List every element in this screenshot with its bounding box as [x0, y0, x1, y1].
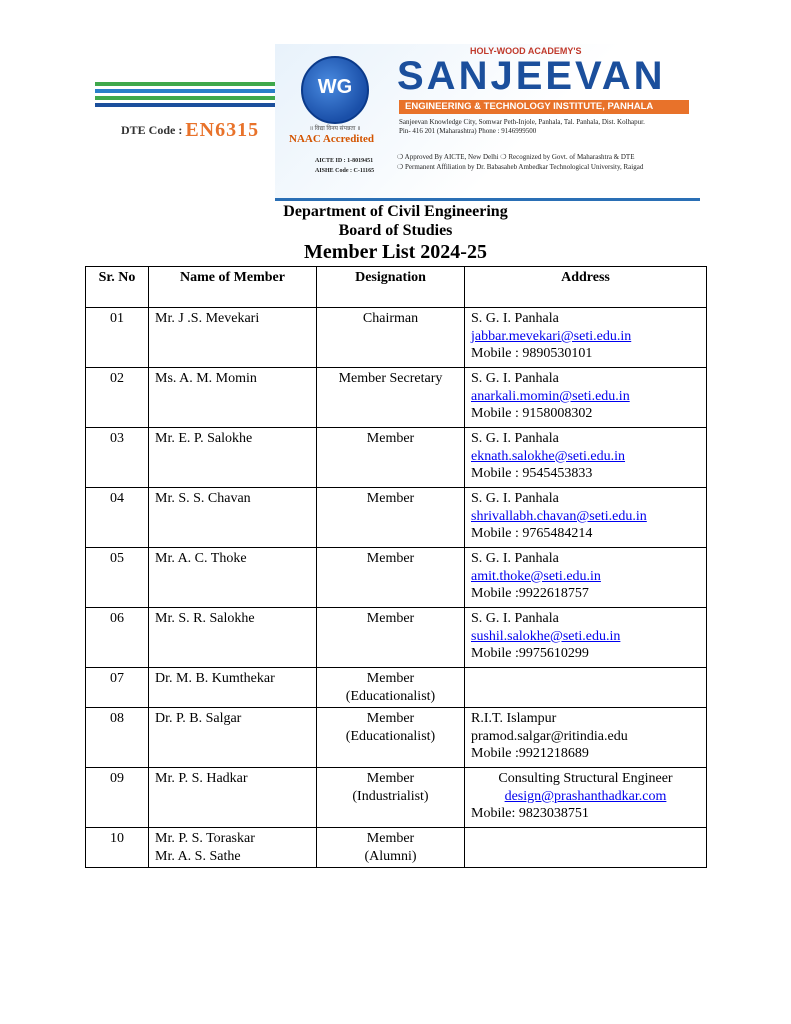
table-row [86, 708, 707, 768]
address-line: S. G. I. Panhala [471, 611, 559, 626]
member-name: Mr. P. S. Toraskar [155, 831, 255, 846]
designation-cell [317, 668, 465, 708]
designation-category: (Educationalist) [345, 728, 436, 744]
table-row [86, 308, 707, 368]
sr-no: 03 [86, 428, 149, 488]
institute-logo [301, 56, 369, 124]
designation-cell [317, 828, 465, 868]
member-name: Ms. A. M. Momin [149, 368, 317, 428]
member-name: Mr. A. C. Thoke [149, 548, 317, 608]
address-cell [465, 768, 707, 828]
table-row [86, 668, 707, 708]
institute-name: ENGINEERING & TECHNOLOGY INSTITUTE, PANHALA [399, 100, 689, 114]
member-name-2: Mr. A. S. Sathe [155, 848, 241, 864]
designation-cell [317, 708, 465, 768]
designation: Member [366, 711, 415, 726]
designation-category: (Industrialist) [352, 788, 429, 804]
address-line: S. G. I. Panhala [471, 371, 559, 386]
academy-name: HOLY-WOOD ACADEMY'S [470, 46, 582, 56]
institute-address [399, 118, 694, 136]
designation: Chairman [317, 308, 465, 368]
address-cell [465, 488, 707, 548]
sr-no: 07 [86, 668, 149, 708]
brand-name: SANJEEVAN [397, 54, 666, 98]
email-link[interactable]: amit.thoke@seti.edu.in [471, 568, 601, 584]
address-cell [465, 608, 707, 668]
naac-accredited: NAAC Accredited [289, 133, 375, 145]
approval-line-2: ❍ Permanent Affiliation by Dr. Babasaheb Ambedkar Technological University, Raigad [397, 163, 644, 171]
address-cell [465, 708, 707, 768]
stripe-blue [95, 89, 275, 93]
stripe-green-2 [95, 96, 275, 100]
sr-no: 02 [86, 368, 149, 428]
mobile: Mobile: 9823038751 [471, 806, 589, 821]
sr-no: 06 [86, 608, 149, 668]
stripe-navy [95, 103, 275, 107]
sr-no: 01 [86, 308, 149, 368]
email-link[interactable]: design@prashanthadkar.com [504, 788, 667, 804]
mobile: Mobile :9922618757 [471, 586, 589, 601]
member-name: Dr. P. B. Salgar [149, 708, 317, 768]
address-cell [465, 828, 707, 868]
table-row [86, 768, 707, 828]
designation-category: (Alumni) [364, 848, 417, 864]
designation: Member [366, 831, 415, 846]
member-name: Mr. E. P. Salokhe [149, 428, 317, 488]
designation: Member [366, 671, 415, 686]
institute-banner [275, 44, 700, 201]
dte-label: DTE Code : [121, 123, 183, 137]
address-line-1: Sanjeevan Knowledge City, Somwar Peth-Injole, Panhala, Tal. Panhala, Dist. Kolhapur. [399, 118, 645, 126]
designation: Member [317, 428, 465, 488]
member-list-title: Member List 2024-25 [304, 241, 487, 263]
mobile: Mobile : 9890530101 [471, 346, 593, 361]
mobile: Mobile :9921218689 [471, 746, 589, 761]
table-row [86, 488, 707, 548]
designation: Member [317, 608, 465, 668]
header-address: Address [465, 267, 707, 308]
address-line: S. G. I. Panhala [471, 491, 559, 506]
sr-no: 09 [86, 768, 149, 828]
member-table [85, 266, 707, 868]
member-name: Dr. M. B. Kumthekar [149, 668, 317, 708]
address-line: R.I.T. Islampur [471, 711, 557, 726]
table-header-row [86, 267, 707, 308]
approval-line-1: ❍ Approved By AICTE, New Delhi ❍ Recognized by Govt. of Maharashtra & DTE [397, 153, 635, 161]
table-row [86, 368, 707, 428]
address-cell [465, 668, 707, 708]
logo-letters: WG [317, 76, 353, 98]
dte-code-block [121, 119, 259, 142]
member-name-cell [149, 828, 317, 868]
mobile: Mobile : 9765484214 [471, 526, 593, 541]
sr-no: 05 [86, 548, 149, 608]
aishe-code: AISHE Code : C-11165 [315, 168, 375, 174]
email-link[interactable]: sushil.salokhe@seti.edu.in [471, 628, 621, 644]
sr-no: 08 [86, 708, 149, 768]
dte-code: EN6315 [185, 119, 260, 141]
designation: Member Secretary [317, 368, 465, 428]
header-name: Name of Member [149, 267, 317, 308]
address-cell [465, 368, 707, 428]
table-row [86, 828, 707, 868]
header-designation: Designation [317, 267, 465, 308]
address-line: S. G. I. Panhala [471, 431, 559, 446]
email-link[interactable]: eknath.salokhe@seti.edu.in [471, 448, 626, 464]
email-link[interactable]: jabbar.mevekari@seti.edu.in [471, 328, 632, 344]
address-cell [465, 548, 707, 608]
member-name: Mr. J .S. Mevekari [149, 308, 317, 368]
board-title: Board of Studies [338, 222, 453, 239]
address-cell [465, 428, 707, 488]
address-line: S. G. I. Panhala [471, 311, 559, 326]
email-text: pramod.salgar@ritindia.edu [471, 728, 628, 744]
department-title: Department of Civil Engineering [283, 203, 508, 220]
member-name: Mr. S. R. Salokhe [149, 608, 317, 668]
logo-tagline: ॥ विद्या विनय संपन्नता ॥ [309, 126, 361, 132]
mobile: Mobile : 9158008302 [471, 406, 593, 421]
sr-no: 04 [86, 488, 149, 548]
designation: Member [317, 548, 465, 608]
member-name: Mr. S. S. Chavan [149, 488, 317, 548]
mobile: Mobile : 9545453833 [471, 466, 593, 481]
header-stripes [95, 82, 275, 110]
address-line-2: Pin- 416 201 (Maharashtra) Phone : 9146999500 [399, 127, 537, 135]
designation: Member [366, 771, 415, 786]
aicte-id: AICTE ID : 1-8019451 [315, 158, 374, 164]
designation-category: (Educationalist) [345, 688, 436, 704]
header-sr-no: Sr. No [86, 267, 149, 308]
mobile: Mobile :9975610299 [471, 646, 589, 661]
table-row [86, 548, 707, 608]
address-line: S. G. I. Panhala [471, 551, 559, 566]
table-row [86, 428, 707, 488]
address-cell [465, 308, 707, 368]
table-row [86, 608, 707, 668]
stripe-green [95, 82, 275, 86]
designation-cell [317, 768, 465, 828]
email-link[interactable]: anarkali.momin@seti.edu.in [471, 388, 630, 404]
sr-no: 10 [86, 828, 149, 868]
address-line: Consulting Structural Engineer [498, 771, 673, 786]
aicte-ids [315, 156, 374, 176]
designation: Member [317, 488, 465, 548]
email-link[interactable]: shrivallabh.chavan@seti.edu.in [471, 508, 647, 524]
member-name: Mr. P. S. Hadkar [149, 768, 317, 828]
approvals [397, 152, 697, 172]
